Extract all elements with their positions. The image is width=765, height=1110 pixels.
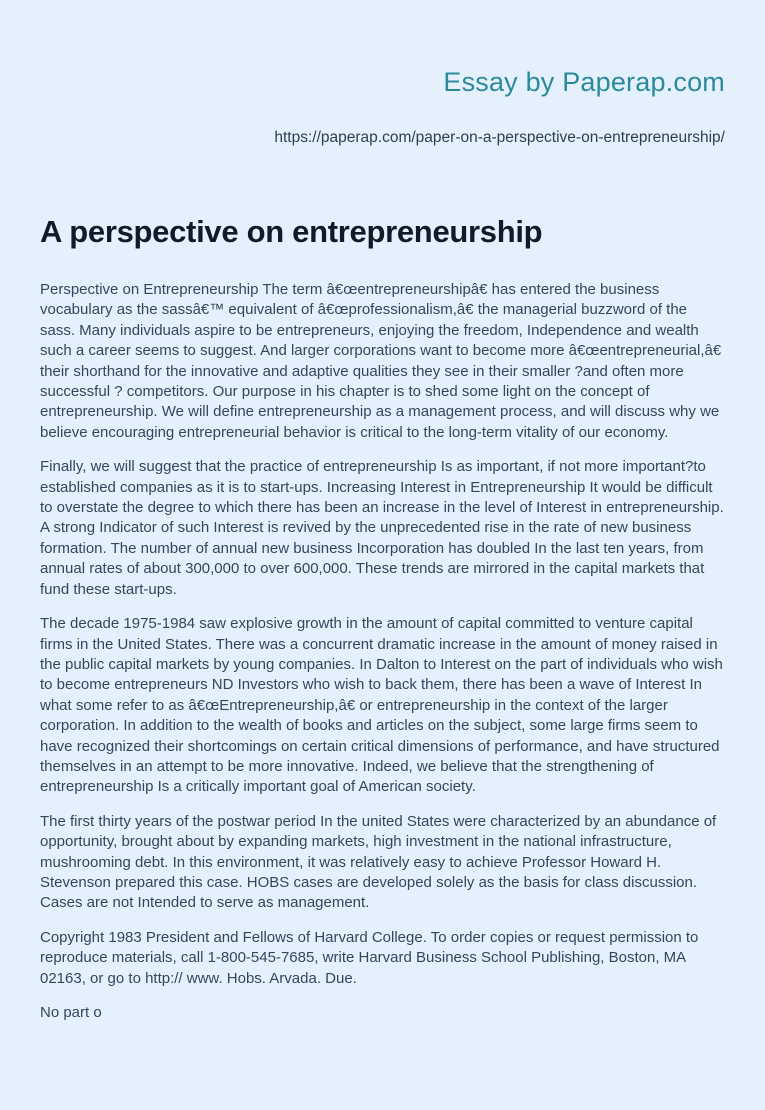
essay-paragraph-truncated: No part o xyxy=(40,1004,102,1021)
brand-header: Essay by Paperap.com xyxy=(443,67,725,97)
essay-paragraph: The decade 1975-1984 saw explosive growth in the amount of capital committed to venture capital firms in the United States. There was a concurrent dramatic increase in the amount of money raised in the public capital markets by young companies. In Dalton to Interest on the part of individuals who wish to become entrepreneurs ND Investors who wish to back them, there has been a wave of Interest In what some refer to as â€œEntrepreneurship,â€ or entrepreneurship in the context of the larger corporation. In addition to the wealth of books and articles on the subject, some large firms seem to have recognized their shortcomings on certain critical dimensions of performance, and have structured themselves in an attempt to be more innovative. Indeed, we believe that the strengthening of entrepreneurship Is a critically important goal of American society. xyxy=(40,615,723,796)
essay-title: A perspective on entrepreneurship xyxy=(40,214,543,249)
essay-paragraph: Perspective on Entrepreneurship The term â€œentrepreneurshipâ€ has entered the business vocabulary as the sassâ€™ equivalent of â€œprofessionalism,â€ the managerial buzzword of the sass. Many individuals aspire to be entrepreneurs, enjoying the freedom, Independence and wealth such a career seems to suggest. And larger corporations want to become more â€œentrepreneurial,â€ their shorthand for the innovative and adaptive qualities they see in their smaller ?and often more successful ? competitors. Our purpose in his chapter is to shed some light on the concept of entrepreneurship. We will define entrepreneurship as a management process, and will discuss why we believe encouraging entrepreneurial behavior is critical to the long-term vitality of our economy. xyxy=(40,281,722,441)
essay-paragraph: Finally, we will suggest that the practice of entrepreneurship Is as important, if not more important?to established companies as it is to start-ups. Increasing Interest in Entrepreneurship It would be difficult to overstate the degree to which there has been an increase in the level of Interest in entrepreneurship. A strong Indicator of such Interest is revived by the unprecedented rise in the rate of new business formation. The number of annual new business Incorporation has doubled In the last ten years, from annual rates of about 300,000 to over 600,000. These trends are mirrored in the capital markets that fund these start-ups. xyxy=(40,458,724,598)
source-url-link[interactable]: https://paperap.com/paper-on-a-perspective-on-entrepreneurship/ xyxy=(274,129,725,146)
essay-body xyxy=(40,280,725,1023)
essay-paragraph: Copyright 1983 President and Fellows of Harvard College. To order copies or request permission to reproduce materials, call 1-800-545-7685, write Harvard Business School Publishing, Boston, MA 02163, or go to http:// www. Hobs. Arvada. Due. xyxy=(40,928,699,987)
essay-paragraph: The first thirty years of the postwar period In the united States were characterized by an abundance of opportunity, brought about by expanding markets, high investment in the national infrastructure, mushrooming debt. In this environment, it was relatively easy to achieve Professor Howard H. Stevenson prepared this case. HOBS cases are developed solely as the basis for class discussion. Cases are not Intended to serve as management. xyxy=(40,812,717,912)
